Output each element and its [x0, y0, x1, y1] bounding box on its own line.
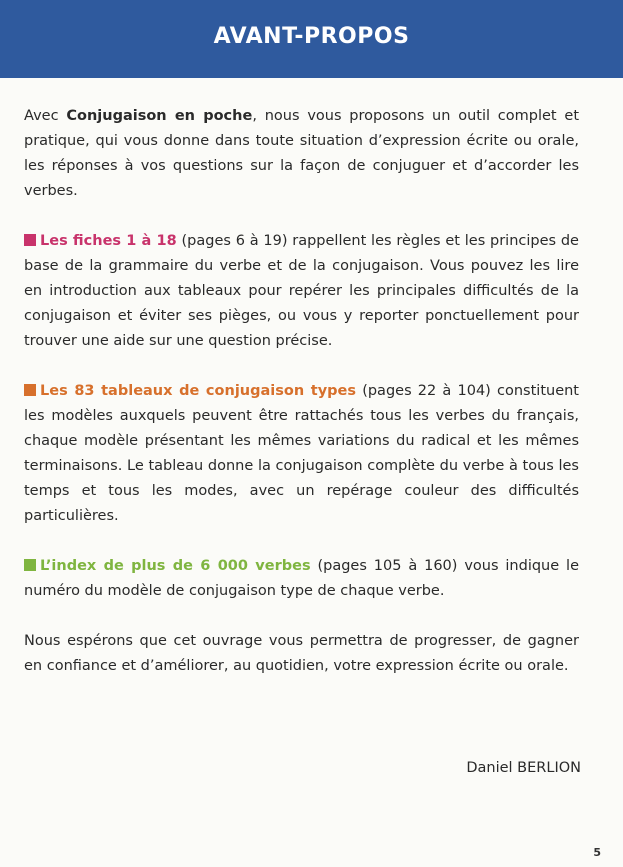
index-highlight: L’index de plus de 6 000 verbes: [40, 558, 311, 574]
fiches-highlight: Les fiches 1 à 18: [40, 233, 177, 249]
pink-square-icon: [24, 234, 36, 246]
index-text: (pages 105 à 160) vous indique le numéro du modèle de conjugaison type de chaque verbe.: [24, 558, 579, 599]
author-signature: Daniel BERLION: [466, 760, 581, 776]
header-banner: [0, 0, 623, 78]
intro-after: , nous vous proposons un outil complet et pratique, qui vous donne dans toute situation d’expression écrite ou orale, les réponses à vos questions sur la façon de conjuguer et d’accorder les verbes.: [24, 108, 580, 199]
closing-paragraph: Nous espérons que cet ouvrage vous permettra de progresser, de gagner en confiance et d’améliorer, au quotidien, votre expression écrite ou orale.: [24, 633, 579, 674]
page-title: AVANT-PROPOS: [213, 23, 410, 49]
tableaux-text: (pages 22 à 104) constituent les modèles auxquels peuvent être rattachés tous les verbes du français, chaque modèle présentant les mêmes variations du radical et les mêmes terminaisons. Le tableau donne la conjugaison complète du verbe à tous les temps et tous les modes, avec un repérage couleur des difficultés particulières.: [24, 383, 579, 524]
orange-square-icon: [24, 384, 36, 396]
tableaux-highlight: Les 83 tableaux de conjugaison types: [40, 383, 357, 399]
book-title: Conjugaison en poche: [66, 108, 253, 124]
index-paragraph: [24, 554, 579, 604]
fiches-paragraph: [24, 229, 579, 354]
intro-paragraph: [24, 104, 579, 204]
page-number: 5: [593, 846, 601, 859]
intro-before: Avec: [24, 108, 67, 124]
fiches-text: (pages 6 à 19) rappellent les règles et les principes de base de la grammaire du verbe et de la conjugaison. Vous pouvez les lire en introduction aux tableaux pour repérer les principales difficultés de la conjugaison et éviter ses pièges, ou vous y reporter ponctuellement pour trouver une aide sur une question précise.: [24, 233, 579, 349]
tableaux-paragraph: [24, 379, 579, 529]
green-square-icon: [24, 559, 36, 571]
foreword-body: [24, 104, 579, 704]
